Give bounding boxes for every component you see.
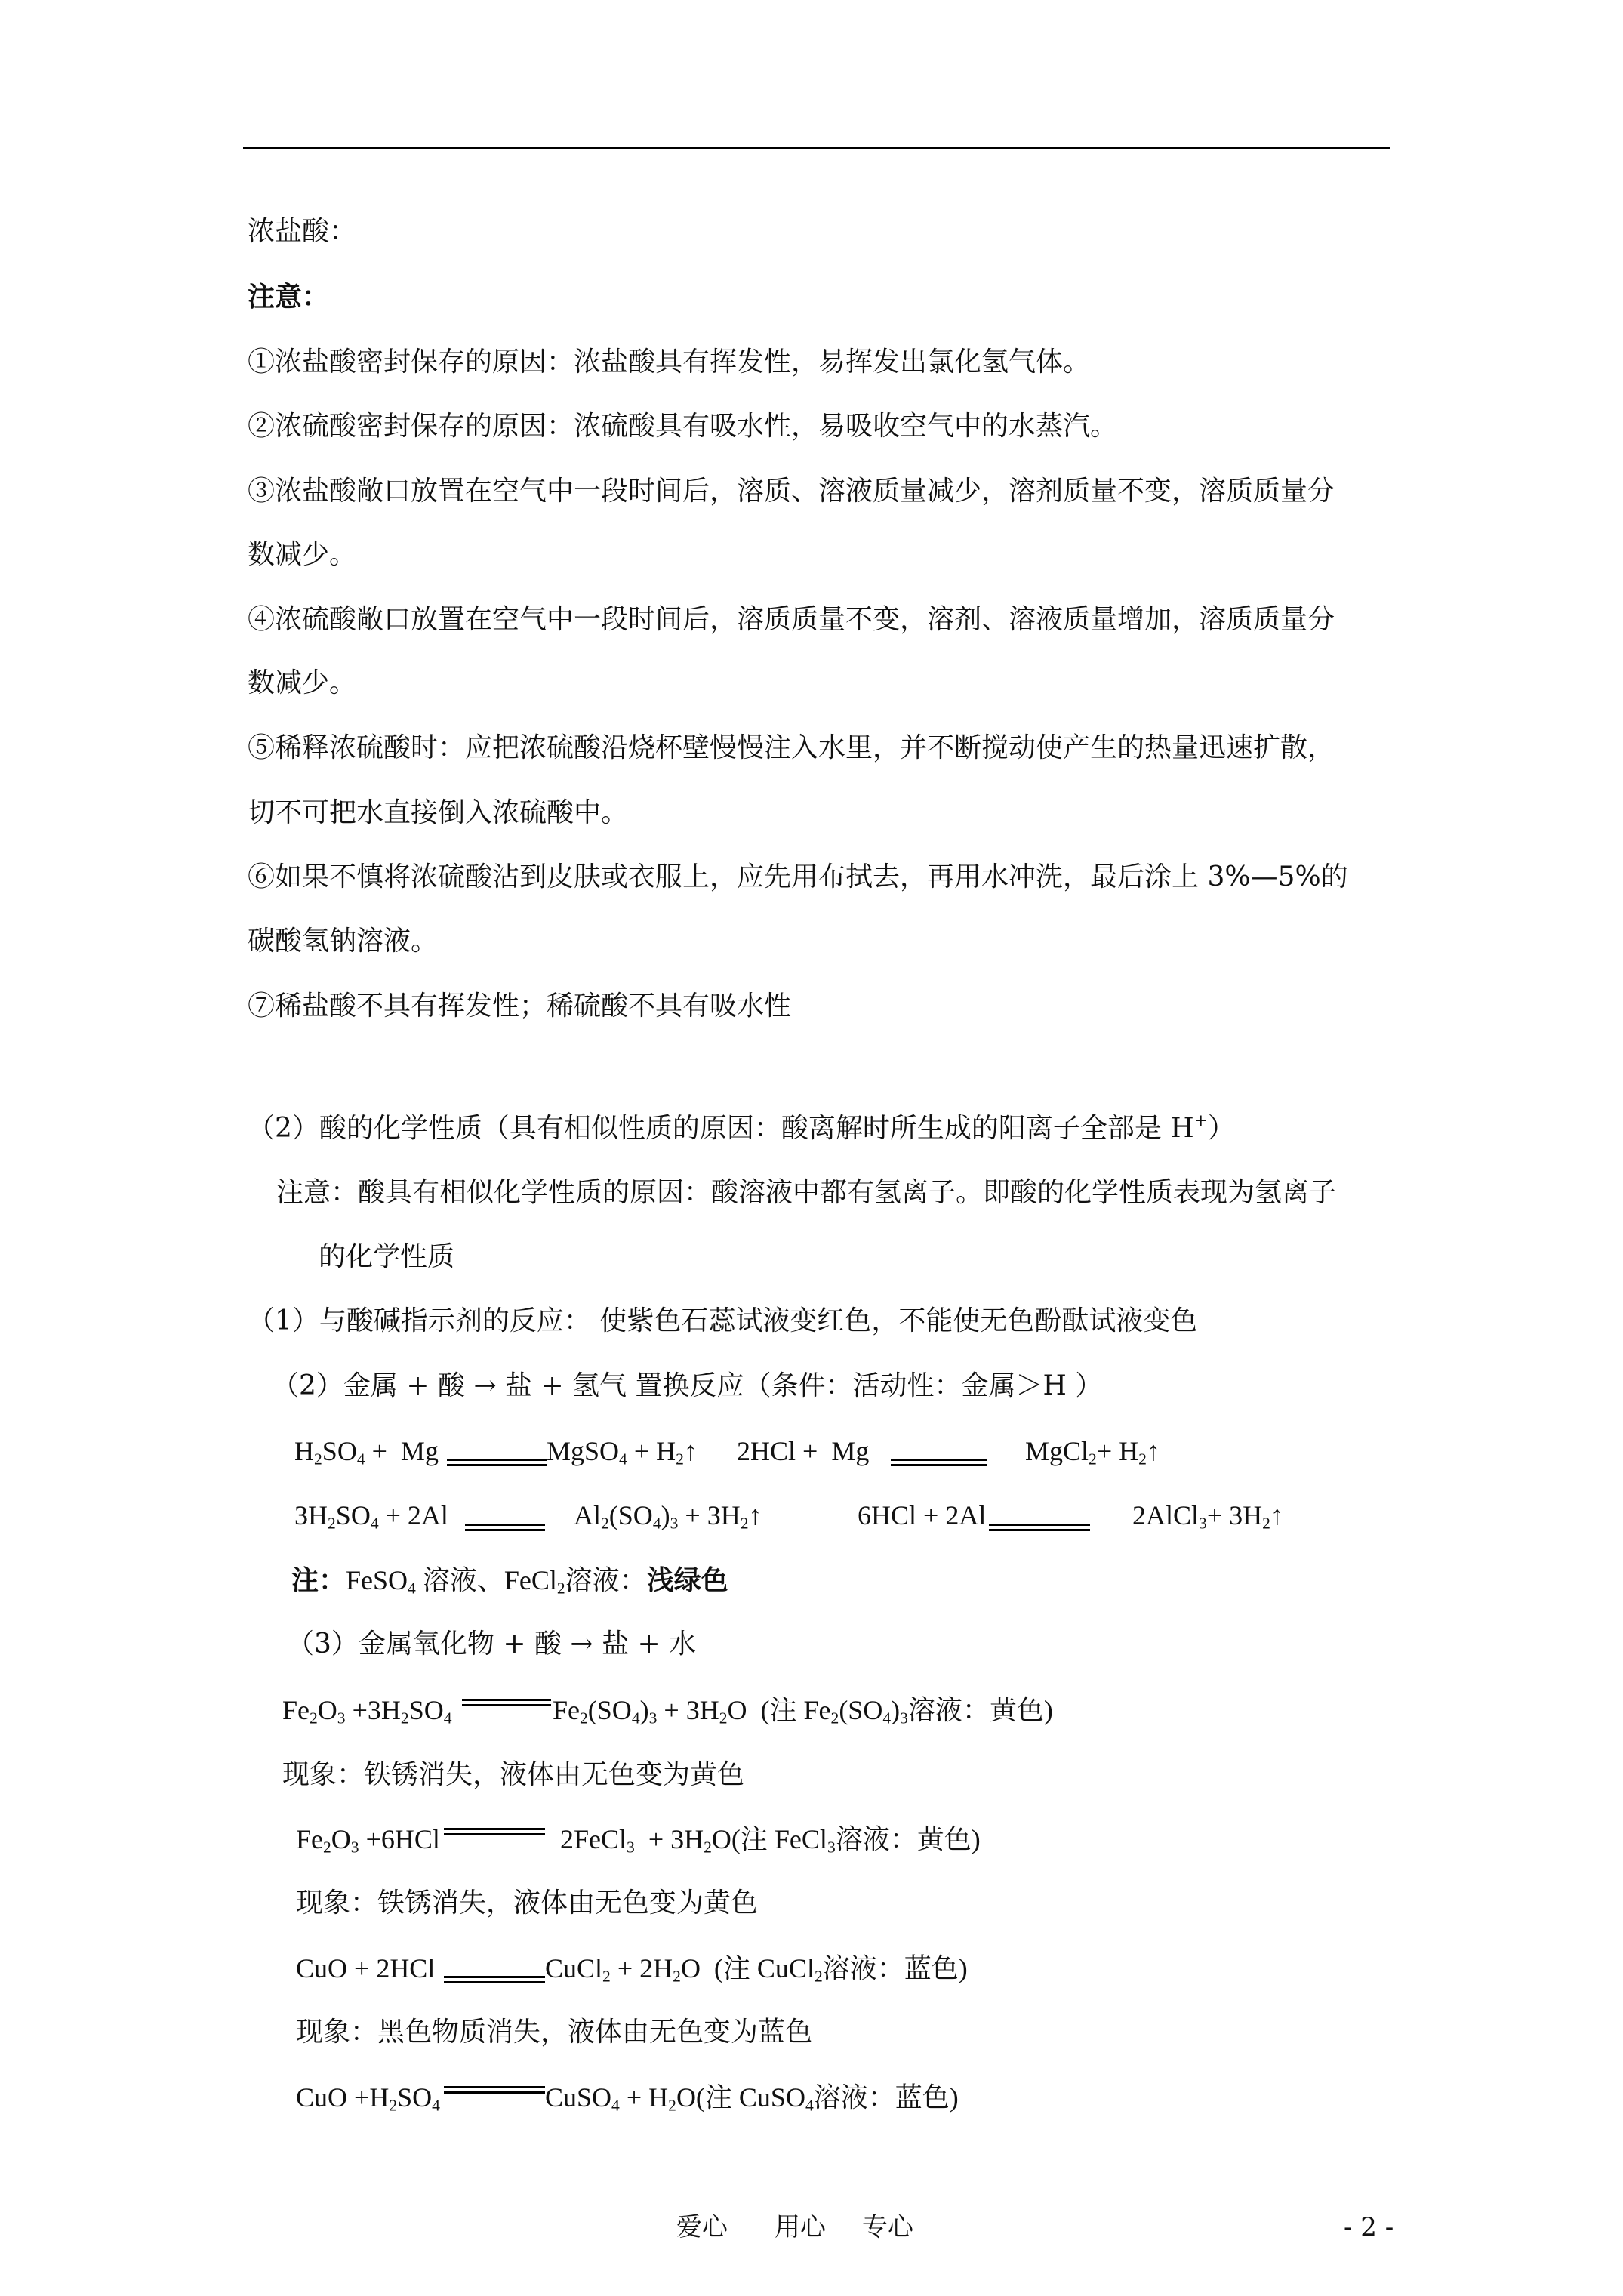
- phenomenon-1: 现象：铁锈消失，液体由无色变为黄色: [282, 1759, 745, 1790]
- equation-hcl-al-product: 2AlCl$_3$+ $3H_2↑$: [1132, 1500, 1284, 1533]
- note-4a: ④浓硫酸敞口放置在空气中一段时间后，溶质质量不变，溶剂、溶液质量增加，溶质质量分: [248, 604, 1335, 635]
- phenomenon-2: 现象：铁锈消失，液体由无色变为黄色: [296, 1888, 759, 1918]
- item-2-note: 注：FeSO$_4$ 溶液、FeCl$_2$溶液：浅绿色: [291, 1564, 728, 1598]
- equals-sign: [444, 1828, 545, 1835]
- equation-cuo-h2so4: CuO $+H_2SO_4$: [296, 2082, 440, 2115]
- equation-cuo-hcl: CuO + 2HCl: [296, 1953, 436, 1983]
- equals-sign: [891, 1459, 987, 1466]
- note-6a: ⑥如果不慎将浓硫酸沾到皮肤或衣服上，应先用布拭去，再用水冲洗，最后涂上 3%—5%的: [248, 861, 1348, 892]
- note-2: ②浓硫酸密封保存的原因：浓硫酸具有吸水性，易吸收空气中的水蒸汽。: [248, 411, 1118, 442]
- equation-fe2o3-h2so4-product: $Fe_2(SO_4)_3 + 3H_2O$ (注 $Fe_2(SO_4)_3$溶液：黄色): [553, 1695, 1053, 1727]
- footer-motto-2: 用心: [775, 2212, 826, 2242]
- equation-h2so4-al-product: $Al_2(SO_4)_3$ + $3H_2↑$: [574, 1500, 762, 1533]
- equals-sign: [447, 1459, 547, 1466]
- note-title: 注意：: [248, 281, 330, 313]
- note-4b: 数减少。: [248, 667, 357, 698]
- equation-h2so4-mg: $H_2SO_4 + Mg$: [294, 1436, 439, 1469]
- equation-cuo-h2so4-product: CuSO$_4$ + $H_2O$(注 CuSO$_4$溶液：蓝色): [545, 2082, 959, 2115]
- note-3b: 数减少。: [248, 539, 357, 570]
- equation-hcl-al: 6HCl + 2Al: [858, 1500, 987, 1530]
- equals-sign: [465, 1524, 545, 1531]
- section2-note-2: 的化学性质: [319, 1241, 455, 1272]
- equation-fe2o3-hcl-product: 2FeCl$_3$ + $3H_2O$(注 FeCl$_3$溶液：黄色): [560, 1824, 981, 1857]
- equation-h2so4-mg-product: MgSO$_4$ + $H_2↑$: [547, 1436, 698, 1469]
- equals-sign: [444, 1976, 545, 1983]
- phenomenon-3: 现象：黑色物质消失，液体由无色变为蓝色: [296, 2017, 813, 2048]
- footer-motto-3: 专心: [862, 2212, 913, 2242]
- note-1: ①浓盐酸密封保存的原因：浓盐酸具有挥发性，易挥发出氯化氢气体。: [248, 347, 1091, 378]
- equation-h2so4-al: $3H_2SO_4 + 2Al$: [294, 1500, 448, 1533]
- section2-title: （2）酸的化学性质（具有相似性质的原因：酸离解时所生成的阳离子全部是 H+）: [248, 1111, 1235, 1144]
- equals-sign: [462, 1699, 551, 1706]
- equation-hcl-mg: 2HCl + Mg: [737, 1436, 870, 1466]
- note-3a: ③浓盐酸敞口放置在空气中一段时间后，溶质、溶液质量减少，溶剂质量不变，溶质质量分: [248, 476, 1335, 507]
- footer-motto-1: 爱心: [676, 2212, 728, 2242]
- note-5a: ⑤稀释浓硫酸时：应把浓硫酸沿烧杯壁慢慢注入水里，并不断搅动使产生的热量迅速扩散，: [248, 732, 1335, 763]
- equation-fe2o3-h2so4: $Fe_2O_3 +3H_2SO_4$: [282, 1695, 452, 1727]
- equals-sign: [444, 2086, 545, 2094]
- item-2-metal-acid: （2）金属 + 酸 → 盐 + 氢气 置换反应（条件：活动性：金属＞H ）: [272, 1370, 1103, 1401]
- equation-hcl-mg-product: MgCl$_2$+ $H_2↑$: [1025, 1436, 1160, 1469]
- heading-hcl: 浓盐酸：: [248, 216, 357, 247]
- section2-note-1: 注意：酸具有相似化学性质的原因：酸溶液中都有氢离子。即酸的化学性质表现为氢离子: [276, 1177, 1337, 1208]
- equals-sign: [989, 1524, 1090, 1531]
- item-3-oxide-acid: （3）金属氧化物 + 酸 → 盐 + 水: [287, 1629, 697, 1660]
- note-7: ⑦稀盐酸不具有挥发性；稀硫酸不具有吸水性: [248, 991, 792, 1022]
- note-6b: 碳酸氢钠溶液。: [248, 926, 439, 957]
- page-number: - 2 -: [1344, 2212, 1394, 2242]
- header-rule: [243, 147, 1390, 149]
- equation-fe2o3-hcl: $Fe_2O_3 +6HCl$: [296, 1824, 440, 1857]
- note-5b: 切不可把水直接倒入浓硫酸中。: [248, 797, 629, 828]
- equation-cuo-hcl-product: CuCl$_2$ + $2H_2O$ (注 CuCl$_2$溶液：蓝色): [545, 1953, 968, 1986]
- item-1-indicator: （1）与酸碱指示剂的反应： 使紫色石蕊试液变红色，不能使无色酚酞试液变色: [248, 1305, 1198, 1336]
